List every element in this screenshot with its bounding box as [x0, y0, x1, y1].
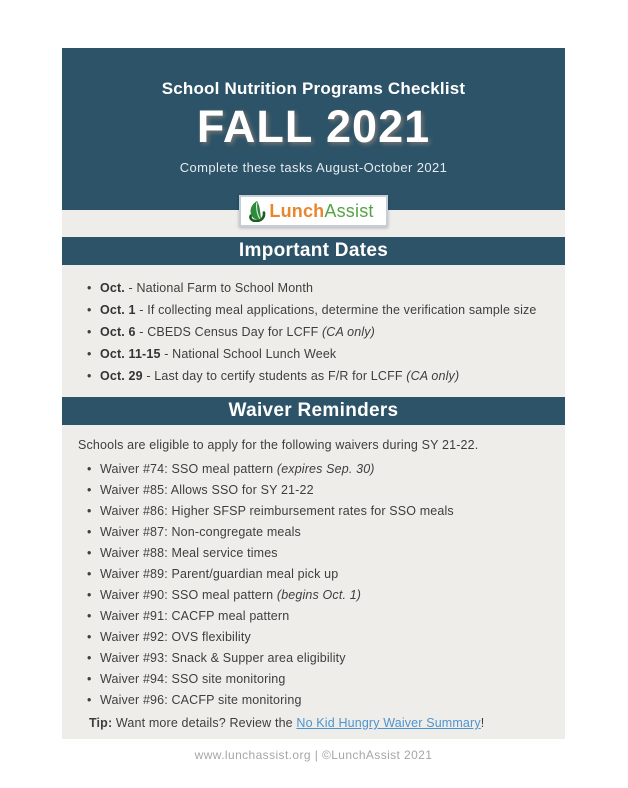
date-label: Oct. 11-15: [100, 347, 161, 361]
date-label: Oct. 1: [100, 303, 136, 317]
logo-row: [62, 200, 565, 227]
waiver-text: Waiver #96: CACFP site monitoring: [100, 693, 302, 707]
section-title-waiver-reminders: Waiver Reminders: [228, 400, 399, 421]
date-label: Oct. 6: [100, 325, 136, 339]
date-note: (CA only): [318, 325, 375, 339]
waiver-item: [86, 650, 551, 666]
date-item: [86, 324, 551, 340]
date-label: Oct. 29: [100, 369, 143, 383]
waiver-item: [86, 566, 551, 582]
logo-text-assist: Assist: [324, 200, 374, 221]
waiver-list: [62, 461, 565, 708]
tip-label: Tip:: [89, 716, 113, 730]
waiver-text: Waiver #88: Meal service times: [100, 546, 278, 560]
waiver-item: [86, 629, 551, 645]
season-headline: FALL 2021: [196, 101, 431, 152]
date-item: [86, 368, 551, 384]
tip-line: [62, 715, 565, 731]
leaf-icon: [247, 200, 267, 222]
date-item: [86, 302, 551, 318]
date-text: - CBEDS Census Day for LCFF: [135, 325, 319, 339]
logo-text-lunch: Lunch: [269, 200, 325, 221]
waiver-item: [86, 608, 551, 624]
waiver-item: [86, 461, 551, 477]
section-header-important-dates: [62, 237, 565, 265]
tip-text-end: !: [480, 716, 485, 730]
waiver-text: Waiver #89: Parent/guardian meal pick up: [100, 567, 339, 581]
page-footer: [62, 739, 565, 762]
section-header-waiver-reminders: [62, 397, 565, 425]
waiver-item: [86, 671, 551, 687]
waiver-text: Waiver #87: Non-congregate meals: [100, 525, 301, 539]
waiver-intro: Schools are eligible to apply for the following waivers during SY 21-22.: [78, 438, 479, 452]
date-text: - Last day to certify students as F/R for LCFF: [142, 369, 403, 383]
header-subtitle: Complete these tasks August-October 2021: [179, 160, 448, 175]
flyer-page: [62, 48, 565, 762]
document-title: School Nutrition Programs Checklist: [161, 79, 466, 98]
waiver-item: [86, 482, 551, 498]
waiver-item: [86, 692, 551, 708]
waiver-text: Waiver #85: Allows SSO for SY 21-22: [100, 483, 314, 497]
waiver-item: [86, 545, 551, 561]
date-text: - National School Lunch Week: [160, 347, 337, 361]
waiver-text: Waiver #93: Snack & Supper area eligibility: [100, 651, 346, 665]
waiver-note: (begins Oct. 1): [273, 588, 362, 602]
date-text: - If collecting meal applications, determine the verification sample size: [135, 303, 537, 317]
important-dates-list: [62, 280, 565, 384]
waiver-text: Waiver #86: Higher SFSP reimbursement rates for SSO meals: [100, 504, 454, 518]
waiver-text: Waiver #92: OVS flexibility: [100, 630, 251, 644]
waiver-item: [86, 524, 551, 540]
waiver-note: (expires Sep. 30): [273, 462, 375, 476]
header-banner: [62, 48, 565, 210]
section-title-important-dates: Important Dates: [238, 240, 389, 261]
date-label: Oct.: [100, 281, 125, 295]
date-text: - National Farm to School Month: [124, 281, 314, 295]
waiver-text: Waiver #94: SSO site monitoring: [100, 672, 286, 686]
waiver-item: [86, 587, 551, 603]
lunchassist-logo: [239, 195, 387, 227]
date-item: [86, 280, 551, 296]
content-area: [62, 200, 565, 739]
waiver-text: Waiver #91: CACFP meal pattern: [100, 609, 290, 623]
tip-text: Want more details? Review the: [112, 716, 297, 730]
waiver-text: Waiver #74: SSO meal pattern: [100, 462, 274, 476]
no-kid-hungry-link[interactable]: No Kid Hungry Waiver Summary: [296, 716, 481, 730]
footer-text: www.lunchassist.org | ©LunchAssist 2021: [194, 748, 433, 762]
waiver-item: [86, 503, 551, 519]
waiver-text: Waiver #90: SSO meal pattern: [100, 588, 274, 602]
date-item: [86, 346, 551, 362]
date-note: (CA only): [402, 369, 460, 383]
